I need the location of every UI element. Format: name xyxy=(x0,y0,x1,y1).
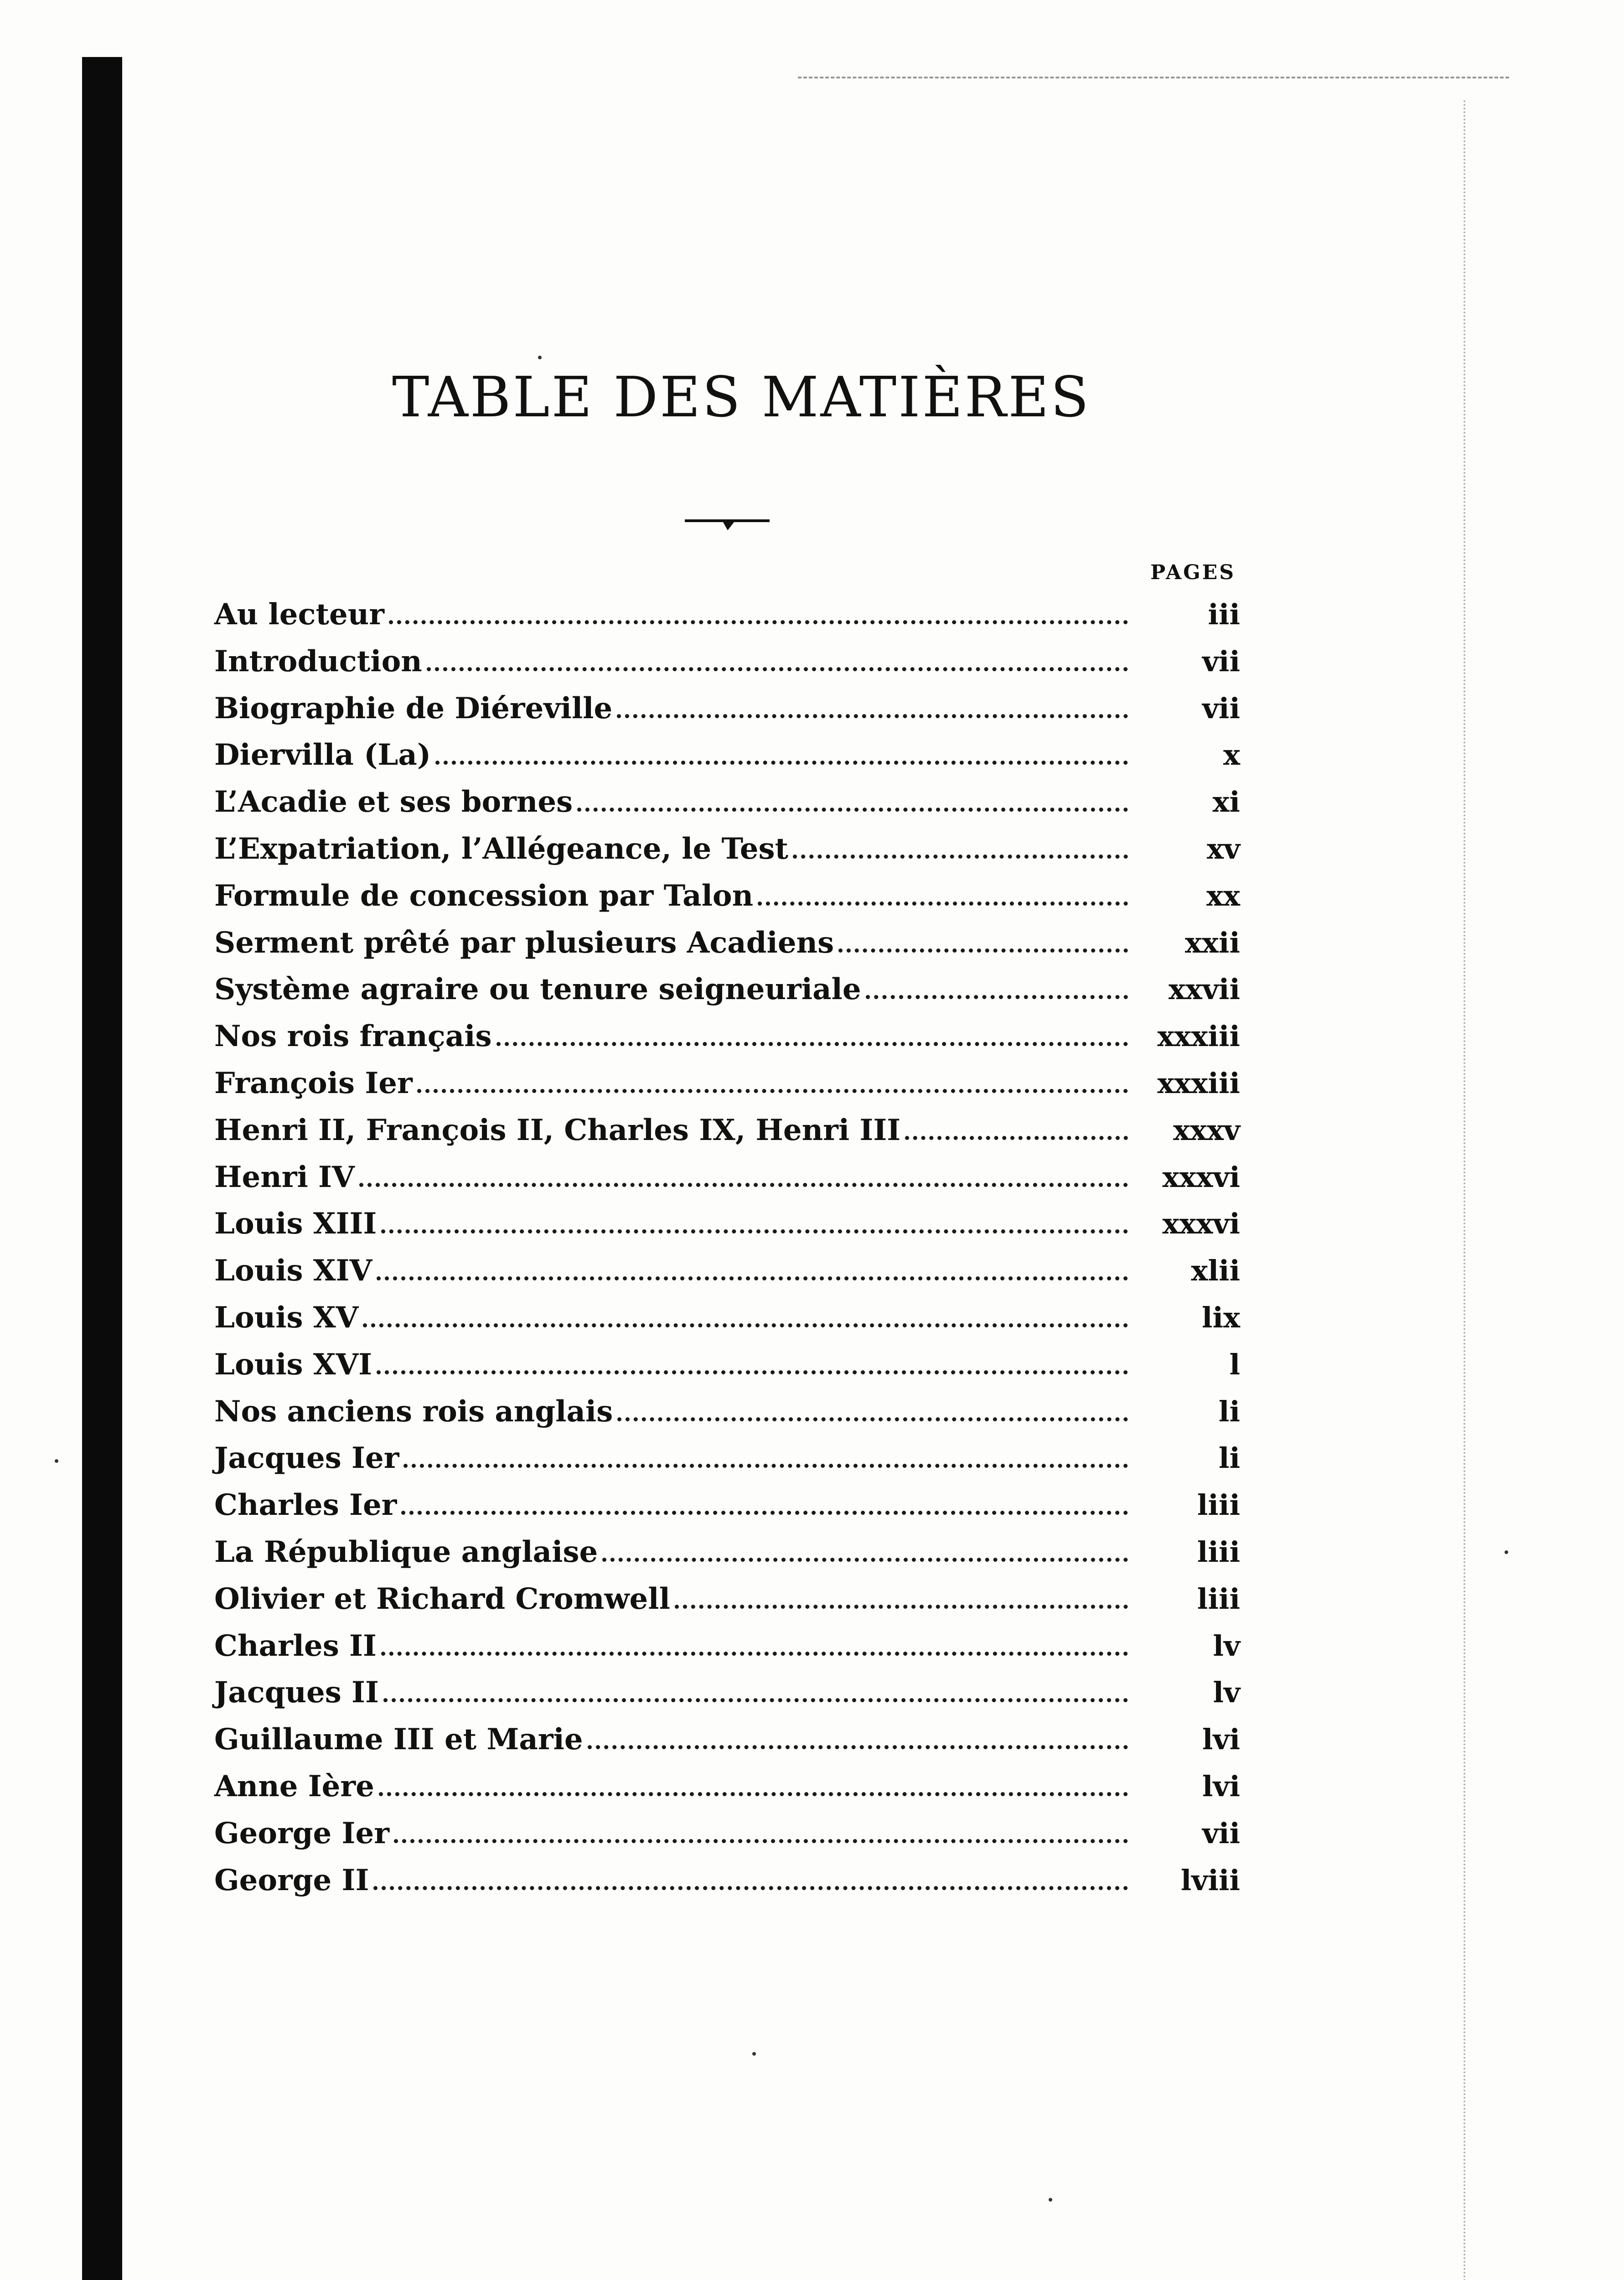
toc-entry-page: iii xyxy=(1208,598,1240,631)
pages-column-header: PAGES xyxy=(1150,561,1236,584)
scan-speck xyxy=(1049,2198,1052,2202)
toc-entry xyxy=(214,738,1240,785)
toc-dot-leader xyxy=(602,1558,1128,1562)
toc-entry xyxy=(214,926,1240,973)
toc-dot-leader xyxy=(363,1323,1128,1327)
toc-entry-page: vii xyxy=(1202,1816,1240,1850)
toc-entry-page: xxxv xyxy=(1173,1113,1240,1147)
toc-entry xyxy=(214,1301,1240,1347)
toc-entry xyxy=(214,1441,1240,1488)
toc-dot-leader xyxy=(379,1792,1128,1796)
toc-entry xyxy=(214,1675,1240,1722)
toc-entry-title: Nos rois français xyxy=(214,1019,492,1054)
toc-dot-leader xyxy=(905,1136,1128,1140)
toc-entry-title: Au lecteur xyxy=(214,597,384,632)
toc-entry xyxy=(214,1535,1240,1582)
toc-dot-leader xyxy=(675,1605,1128,1609)
toc-entry-title: Introduction xyxy=(214,644,422,679)
toc-entry-title: Charles Ier xyxy=(214,1488,397,1523)
toc-entry-title: Louis XVI xyxy=(214,1347,372,1382)
toc-entry-page: lv xyxy=(1213,1676,1240,1710)
toc-entry xyxy=(214,691,1240,738)
toc-entry-page: lvi xyxy=(1202,1723,1240,1757)
binding-edge xyxy=(82,57,122,2280)
toc-entry-page: lvi xyxy=(1202,1769,1240,1803)
toc-entry-title: Louis XIII xyxy=(214,1207,377,1241)
toc-entry xyxy=(214,1816,1240,1863)
scan-speck xyxy=(752,2052,756,2056)
toc-entry-page: li xyxy=(1218,1441,1240,1475)
toc-entry-title: Guillaume III et Marie xyxy=(214,1722,583,1757)
toc-entry-title: L’Expatriation, l’Allégeance, le Test xyxy=(214,831,789,866)
toc-dot-leader xyxy=(403,1464,1128,1468)
toc-dot-leader xyxy=(401,1511,1128,1515)
table-of-contents xyxy=(214,597,1240,1910)
toc-entry xyxy=(214,879,1240,926)
toc-entry xyxy=(214,1582,1240,1629)
toc-entry-page: xxxiii xyxy=(1157,1020,1240,1053)
toc-entry xyxy=(214,1394,1240,1441)
toc-entry-page: liii xyxy=(1197,1582,1240,1616)
toc-entry xyxy=(214,1113,1240,1160)
toc-entry-title: Jacques Ier xyxy=(214,1441,399,1476)
toc-entry-title: George Ier xyxy=(214,1816,389,1850)
toc-entry-page: xxii xyxy=(1184,926,1240,959)
toc-dot-leader xyxy=(381,1652,1128,1656)
toc-dot-leader xyxy=(866,995,1128,999)
toc-dot-leader xyxy=(793,855,1128,859)
toc-entry-title: Biographie de Diéreville xyxy=(214,691,613,725)
toc-entry xyxy=(214,785,1240,832)
toc-dot-leader xyxy=(381,1229,1128,1233)
toc-dot-leader xyxy=(588,1745,1128,1749)
scan-border-right xyxy=(1464,100,1465,2280)
toc-dot-leader xyxy=(427,667,1128,671)
toc-entry-title: L’Acadie et ses bornes xyxy=(214,785,573,819)
toc-entry xyxy=(214,1160,1240,1207)
toc-entry-title: Louis XV xyxy=(214,1300,359,1335)
toc-entry xyxy=(214,1769,1240,1816)
toc-entry xyxy=(214,1254,1240,1301)
toc-entry-page: vii xyxy=(1202,644,1240,678)
toc-entry-title: La République anglaise xyxy=(214,1534,598,1569)
toc-entry-title: Jacques II xyxy=(214,1675,379,1710)
toc-entry xyxy=(214,972,1240,1019)
toc-dot-leader xyxy=(617,714,1128,718)
toc-dot-leader xyxy=(758,902,1128,906)
toc-entry-title: François Ier xyxy=(214,1066,413,1100)
toc-entry-page: xxxvi xyxy=(1162,1160,1240,1194)
toc-dot-leader xyxy=(577,808,1128,812)
toc-entry xyxy=(214,1629,1240,1676)
toc-entry xyxy=(214,832,1240,879)
toc-dot-leader xyxy=(383,1698,1128,1702)
scan-speck xyxy=(1505,1550,1508,1554)
toc-dot-leader xyxy=(359,1183,1128,1187)
toc-dot-leader xyxy=(389,620,1128,624)
toc-entry xyxy=(214,1722,1240,1769)
toc-entry-page: lviii xyxy=(1180,1863,1240,1897)
toc-entry xyxy=(214,1207,1240,1254)
toc-entry-title: Olivier et Richard Cromwell xyxy=(214,1581,670,1616)
toc-entry-page: l xyxy=(1229,1347,1240,1381)
toc-entry-page: xv xyxy=(1207,832,1240,865)
toc-entry-title: Système agraire ou tenure seigneuriale xyxy=(214,972,861,1007)
toc-dot-leader xyxy=(394,1839,1128,1843)
toc-entry-page: lv xyxy=(1213,1629,1240,1663)
toc-entry xyxy=(214,1863,1240,1910)
toc-entry-page: liii xyxy=(1197,1488,1240,1522)
toc-entry-page: xxxiii xyxy=(1157,1066,1240,1100)
toc-dot-leader xyxy=(617,1417,1128,1421)
toc-dot-leader xyxy=(377,1276,1128,1280)
toc-dot-leader xyxy=(417,1089,1128,1093)
toc-entry xyxy=(214,1347,1240,1394)
toc-entry-title: Charles II xyxy=(214,1628,377,1663)
toc-entry-page: lix xyxy=(1201,1301,1240,1334)
toc-entry xyxy=(214,1019,1240,1066)
toc-entry-page: liii xyxy=(1197,1535,1240,1569)
toc-entry-page: xx xyxy=(1206,879,1240,912)
toc-entry xyxy=(214,597,1240,644)
scan-speck xyxy=(55,1459,58,1463)
toc-entry-page: xi xyxy=(1212,785,1240,819)
scan-speck xyxy=(538,356,542,359)
toc-entry-title: Diervilla (La) xyxy=(214,738,431,772)
toc-entry-title: Anne Ière xyxy=(214,1769,374,1803)
toc-dot-leader xyxy=(838,948,1128,953)
toc-entry-page: x xyxy=(1223,738,1240,772)
toc-dot-leader xyxy=(497,1042,1128,1046)
toc-dot-leader xyxy=(377,1370,1128,1374)
toc-entry-title: Formule de concession par Talon xyxy=(214,878,754,913)
toc-entry-title: Nos anciens rois anglais xyxy=(214,1394,613,1429)
toc-entry-page: xxxvi xyxy=(1162,1207,1240,1241)
toc-entry-page: li xyxy=(1218,1394,1240,1428)
toc-entry-title: Louis XIV xyxy=(214,1254,372,1288)
toc-dot-leader xyxy=(435,761,1128,765)
toc-entry-title: Serment prêté par plusieurs Acadiens xyxy=(214,925,834,960)
page-title: TABLE DES MATIÈRES xyxy=(392,365,1091,430)
toc-entry-page: xlii xyxy=(1191,1254,1240,1288)
toc-entry xyxy=(214,1066,1240,1113)
toc-entry xyxy=(214,1488,1240,1535)
scan-border-top xyxy=(798,77,1509,78)
toc-dot-leader xyxy=(373,1886,1128,1890)
toc-entry-page: xxvii xyxy=(1168,973,1240,1006)
toc-entry-page: vii xyxy=(1202,691,1240,725)
toc-entry-title: Henri IV xyxy=(214,1160,355,1194)
toc-entry-title: Henri II, François II, Charles IX, Henri III xyxy=(214,1113,901,1147)
ornament-icon xyxy=(684,513,771,531)
toc-entry-title: George II xyxy=(214,1863,369,1897)
toc-entry xyxy=(214,644,1240,691)
